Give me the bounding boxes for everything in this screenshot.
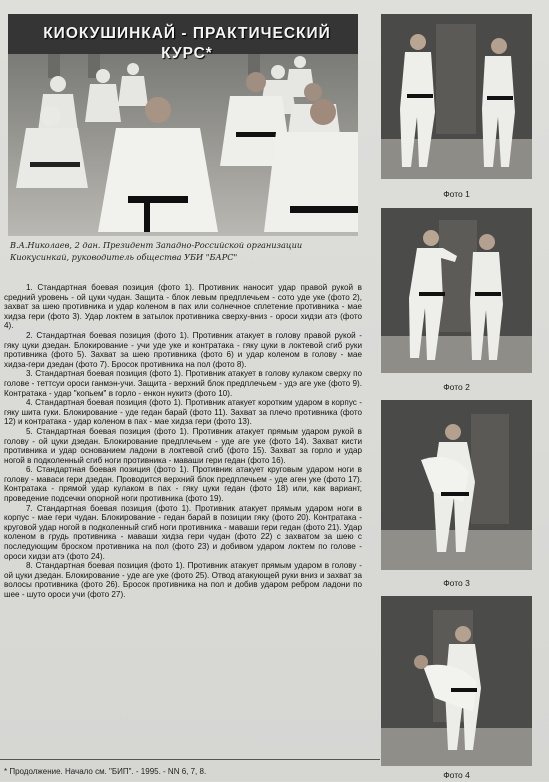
photo-3-illustration xyxy=(381,400,532,570)
photo-3-label: Фото 3 xyxy=(443,578,470,588)
photo-2 xyxy=(381,208,532,373)
paragraph-5: 5. Стандартная боевая позиция (фото 1). Противник атакует прямым ударом рукой в голову - ой цуки дзедан. Блокирование предплечьем - уде аге уке (фото 14). Захват кисти противника и удар основанием ладони в локтевой сгиб (фото 15). Захват за горло и удар ногой в подколенный сгиб ноги противника - маваши гери гедан (фото 16). xyxy=(4,426,362,465)
title-line-2: КУРС* xyxy=(161,45,213,62)
photo-4-label: Фото 4 xyxy=(443,770,470,780)
paragraph-1: 1. Стандартная боевая позиция (фото 1). Противник наносит удар правой рукой в средний уровень - ой цуки чудан. Защита - блок левым предплечьем - сото уде уке (фото 2), захват за шею противника и удар коленом в пах или солнечное сплетение противника - мае хидза гери (фото 3). Удар локтем в затылок противника сверху-вниз - ороси хидзи атэ (фото 4). xyxy=(4,283,362,331)
photo-4 xyxy=(381,596,532,766)
article-title xyxy=(22,24,352,64)
hero-photo xyxy=(8,14,358,236)
paragraph-2: 2. Стандартная боевая позиция (фото 1). Противник атакует в голову правой рукой - гяку цуки дзедан. Блокирование - учи уде уке и контратака - гяку цуки в локтевой сгиб руки противника (фото 5). Захват за шею противника (фото 6) и удар коленом в голову - мае хидза-гери дзедан (фото 7). Бросок противника на пол (фото 8). xyxy=(4,330,362,369)
footnote: * Продолжение. Начало см. "БИП". - 1995. - NN 6, 7, 8. xyxy=(4,767,207,776)
photo-1 xyxy=(381,14,532,179)
author-caption: В.А.Николаев, 2 дан. Президент Западно-Российской организации Киокусинкай, руководитель общества УБИ "БАРС" xyxy=(10,240,303,262)
paragraph-8: 8. Стандартная боевая позиция (фото 1). Противник атакует прямым ударом в голову - ой цуки дзедан. Блокирование - уде аге уке (фото 25). Отвод атакующей руки вниз и захват за волосы противника (фото 26). Бросок противника на пол и добив ударом ребром ладони по шее - шуто ороси учи (фото 27). xyxy=(4,561,362,599)
photo-4-illustration xyxy=(381,596,532,766)
paragraph-6: 6. Стандартная боевая позиция (фото 1). Противник атакует круговым ударом ноги в голову - маваси гери дзедан. Проводится верхний блок предплечьем - уде аген уке (фото 17). Контратака - прямой удар кулаком в пах - гяку цуки гедан (фото 18) или, как вариант, проведение подсечки опорной ноги противника (фото 19). xyxy=(4,465,362,504)
paragraph-4: 4. Стандартная боевая позиция (фото 1). Противник атакует коротким ударом в корпус - гяку шита гуки. Блокирование - уде гедан барай (фото 11). Захват за плечо противника (фото 12) и контратака - удар коленом в пах - мае хидза гери (фото 13). xyxy=(4,398,362,427)
paragraph-3: 3. Стандартная боевая позиция (фото 1). Противник атакует в голову кулаком сверху по голове - теттсуи ороси ганмэн-учи. Защита - верхний блок предплечьем - удэ аге уке (фото 9). Контратака - удар "копьем" в горло - енкон нукитэ (фото 10). xyxy=(4,369,362,398)
photo-2-label: Фото 2 xyxy=(443,382,470,392)
article-body xyxy=(4,283,362,600)
photo-2-illustration xyxy=(381,208,532,373)
title-line-1: КИОКУШИНКАЙ - ПРАКТИЧЕСКИЙ xyxy=(43,25,331,42)
photo-3 xyxy=(381,400,532,570)
paragraph-7: 7. Стандартная боевая позиция (фото 1). Противник атакует прямым ударом ноги в корпус - мае гери чудан. Блокирование - гедан барай в позиции гяку (фото 20). Контратака - круговой удар ногой в подколенный сгиб ноги противника - маваши гери гедан (фото 21). Удар коленом в грудь противника - маваши хидза гери чудан (фото 22) с захватом за шею с последующим броском противника на пол (фото 23) и добивом ударом локтем по голове - ороси хидзи атэ (фото 24). xyxy=(4,503,362,561)
photo-1-label: Фото 1 xyxy=(443,189,470,199)
photo-1-illustration xyxy=(381,14,532,179)
